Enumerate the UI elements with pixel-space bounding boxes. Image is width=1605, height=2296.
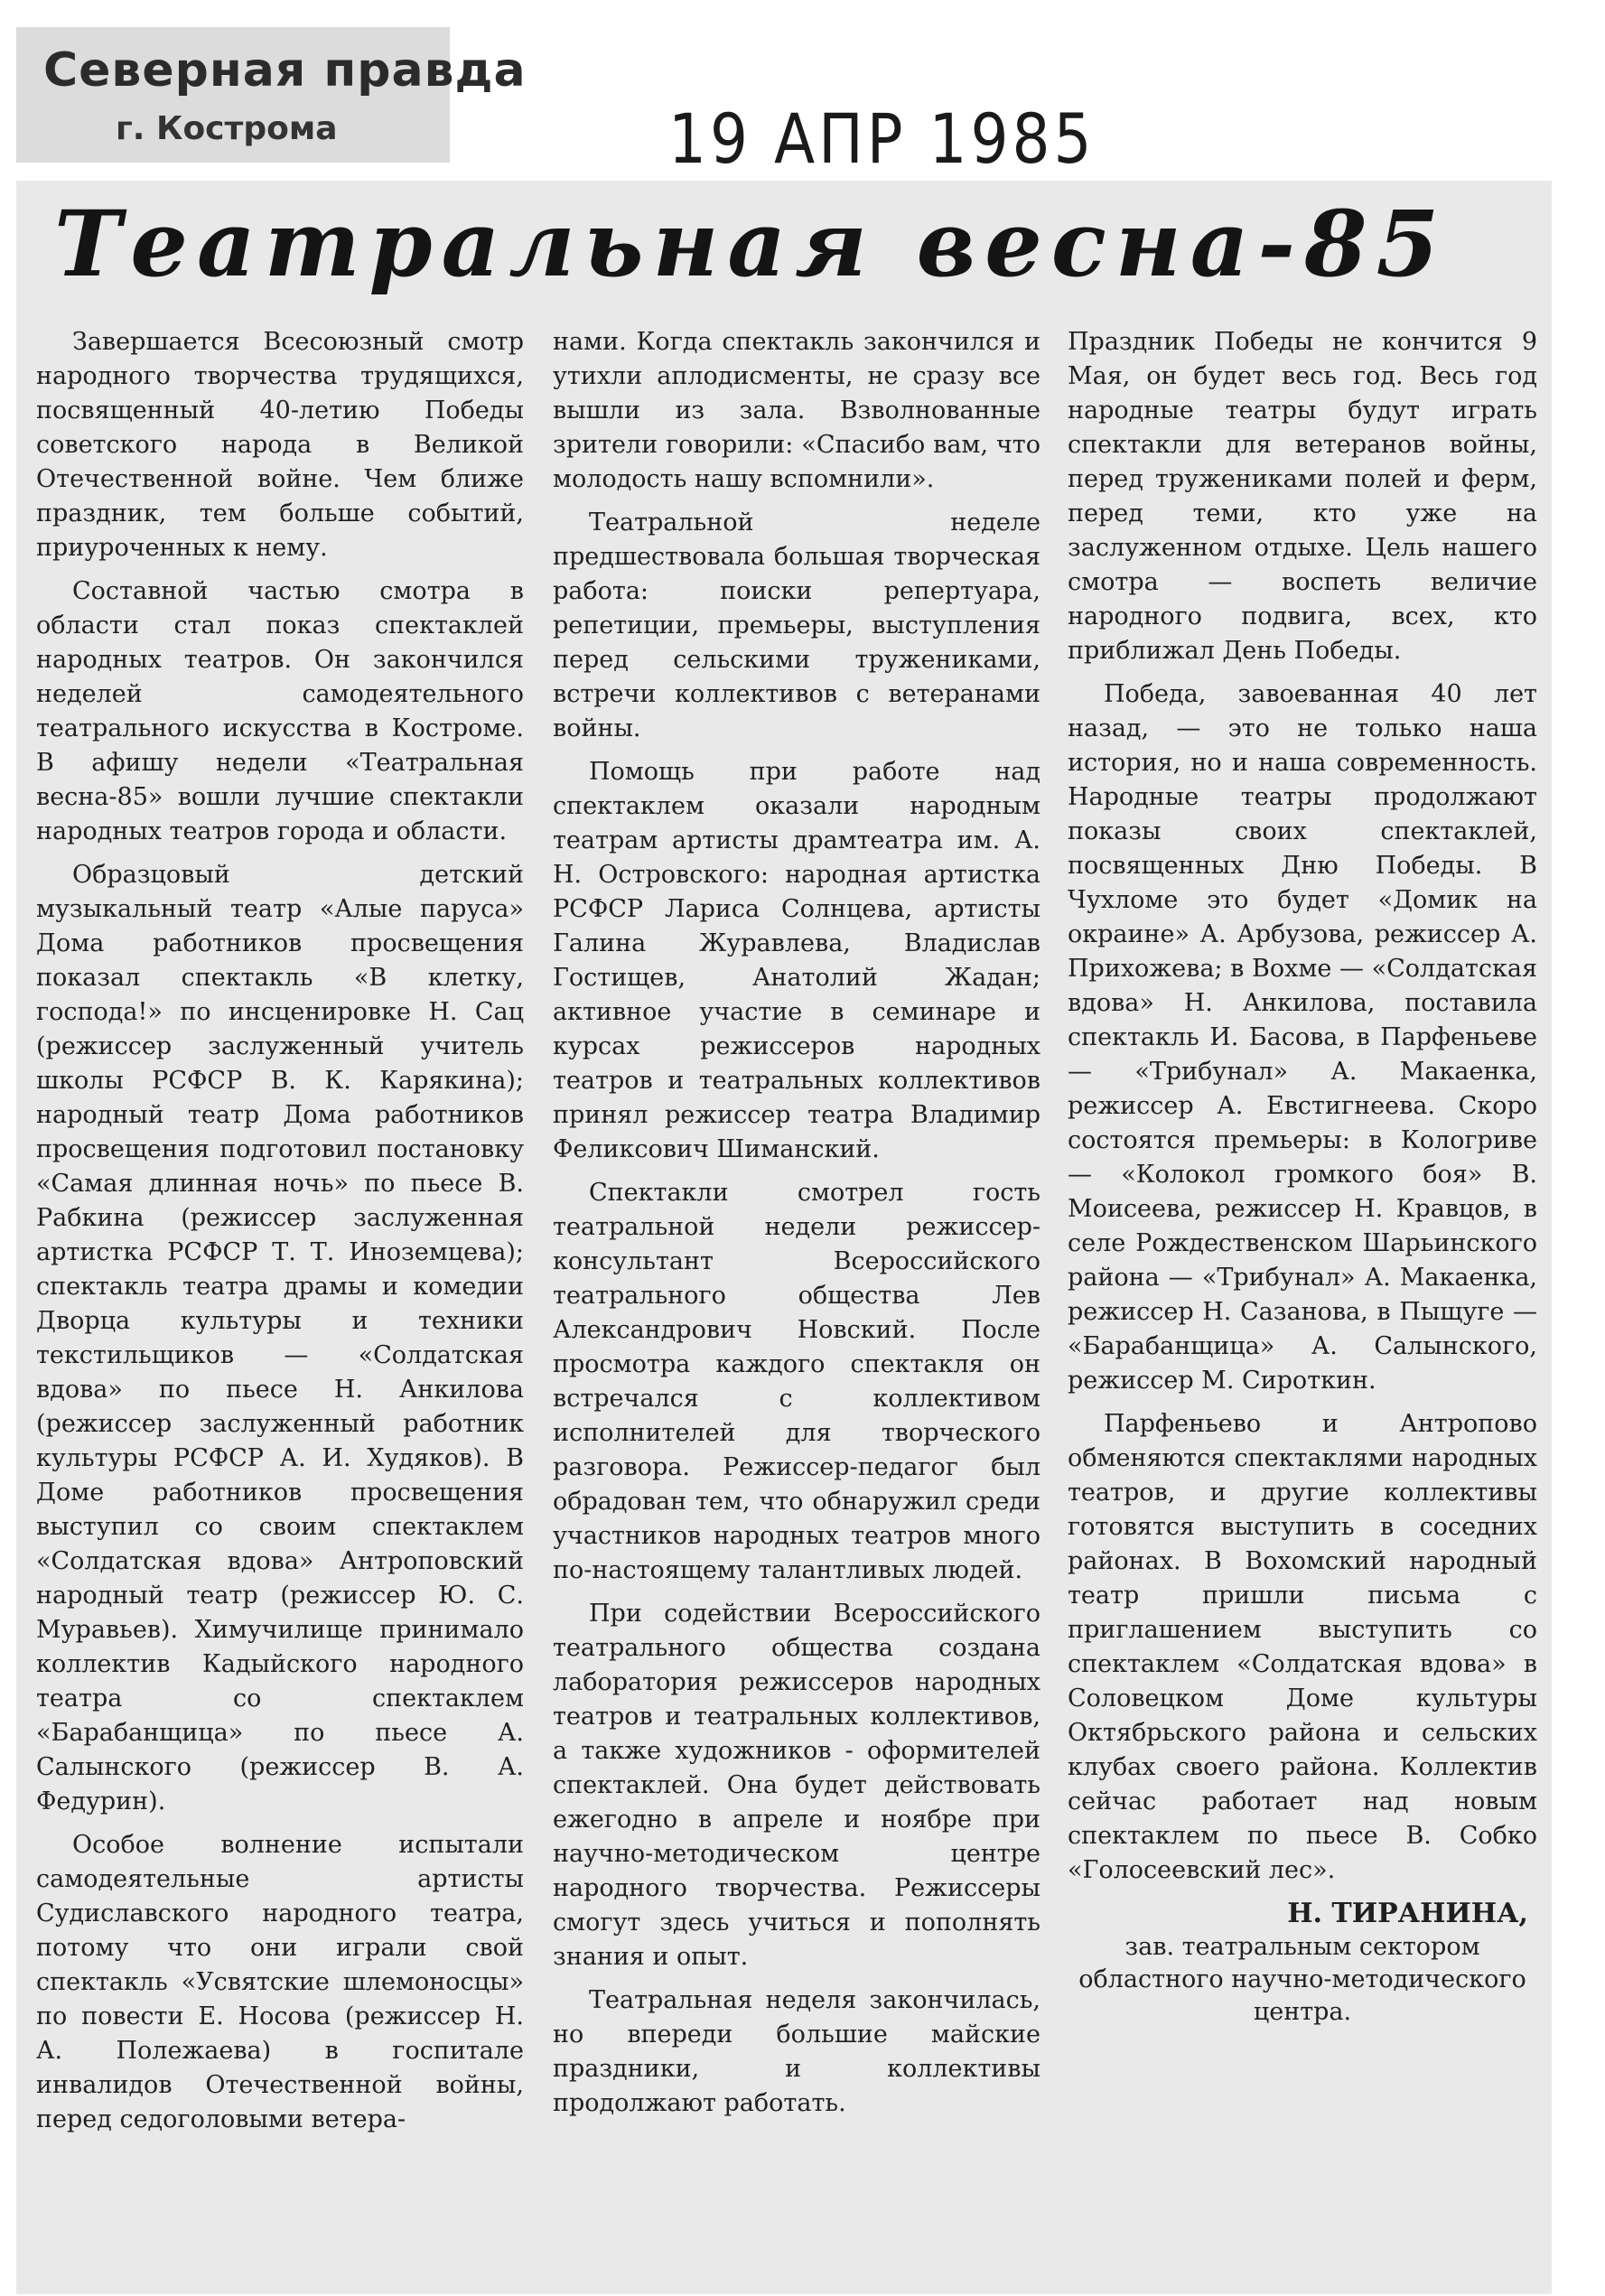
newspaper-name: Северная правда bbox=[43, 43, 527, 98]
paragraph: Парфеньево и Антропово обменяются спектаклями народных театров, и другие коллективы готовятся выступить в соседних районах. В Вохомский народный театр пришли письма с приглашением выступить со спектаклем «Солдатская вдова» в Соловецком Доме культуры Октябрьского района и сельских клубах своего района. Коллектив сейчас работает над новым спектаклем по пьесе В. Собко «Голосеевский лес». bbox=[1068, 1410, 1537, 1884]
paragraph: При содействии Всероссийского театрального общества создана лаборатория режиссеров народных театров и театральных коллективов, а также художников - оформителей спектаклей. Она будет действовать ежегодно в апреле и ноябре при научно-методическом центре народного творчества. Режиссеры смогут здесь учиться и пополнять знания и опыт. bbox=[553, 1600, 1040, 1971]
article-column-3 bbox=[1068, 325, 1537, 2029]
paragraph: нами. Когда спектакль закончился и утихли аплодисменты, не сразу все вышли из зала. Взволнованные зрители говорили: «Спасибо вам, что молодость нашу вспомнили». bbox=[553, 328, 1040, 493]
paragraph: Театральной неделе предшествовала большая творческая работа: поиски репертуара, репетиции, премьеры, выступления перед сельскими тружениками, встречи коллективов с ветеранами войны. bbox=[553, 509, 1040, 742]
newspaper-city: г. Кострома bbox=[116, 110, 338, 147]
article-column-2 bbox=[553, 325, 1040, 2130]
paragraph: Победа, завоеванная 40 лет назад, — это не только наша история, но и наша современность. Народные театры продолжают показы своих спектаклей, посвященных Дню Победы. В Чухломе это будет «Домик на окраине» А. Арбузова, режиссер А. Прихожева; в Вохме — «Солдатская вдова» Н. Анкилова, поставила спектакль И. Басова, в Парфеньеве — «Трибунал» А. Макаенка, режиссер А. Евстигнеева. Скоро состоятся премьеры: в Кологриве — «Колокол громкого боя» В. Моисеева, режиссер Н. Кравцов, в селе Рождественском Шарьинского района — «Трибунал» А. Макаенка, режиссер Н. Сазанова, в Пыщуге — «Барабанщица» А. Салынского, режиссер М. Сироткин. bbox=[1068, 680, 1537, 1395]
paragraph: Праздник Победы не кончится 9 Мая, он будет весь год. Весь год народные театры будут играть спектакли для ветеранов войны, перед тружениками полей и ферм, перед теми, кто уже на заслуженном отдыхе. Цель нашего смотра — воспеть величие народного подвига, всех, кто приближал День Победы. bbox=[1068, 328, 1537, 665]
paragraph: Спектакли смотрел гость театральной недели режиссер-консультант Всероссийского театрального общества Лев Александрович Новский. После просмотра каждого спектакля он встречался с коллективом исполнителей для творческого разговора. Режиссер-педагог был обрадован тем, что обнаружил среди участников народных театров много по-настоящему талантливых людей. bbox=[553, 1179, 1040, 1584]
article-column-1 bbox=[36, 325, 524, 2146]
paragraph: Помощь при работе над спектаклем оказали народным театрам артисты драмтеатра им. А. Н. Островского: народная артистка РСФСР Лариса Солнцева, артисты Галина Журавлева, Владислав Гостищев, Анатолий Жадан; активное участие в семинаре и курсах режиссеров народных театров и театральных коллективов принял режиссер театра Владимир Феликсович Шиманский. bbox=[553, 758, 1040, 1163]
paragraph: Завершается Всесоюзный смотр народного творчества трудящихся, посвященный 40-летию Победы советского народа в Великой Отечественной войне. Чем ближе праздник, тем больше событий, приуроченных к нему. bbox=[36, 328, 524, 562]
paragraph: Образцовый детский музыкальный театр «Алые паруса» Дома работников просвещения показал спектакль «В клетку, господа!» по инсценировке Н. Сац (режиссер заслуженный учитель школы РСФСР В. К. Карякина); народный театр Дома работников просвещения подготовил постановку «Самая длинная ночь» по пьесе В. Рабкина (режиссер заслуженная артистка РСФСР Т. Т. Иноземцева); спектакль театра драмы и комедии Дворца культуры и техники текстильщиков — «Солдатская вдова» по пьесе Н. Анкилова (режиссер заслуженный работник культуры РСФСР А. И. Худяков). В Доме работников просвещения выступил со своим спектаклем «Солдатская вдова» Антроповский народный театр (режиссер Ю. С. Муравьев). Химучилище принимало коллектив Кадыйского народного театра со спектаклем «Барабанщица» по пьесе А. Салынского (режиссер В. А. Федурин). bbox=[36, 861, 524, 1815]
paragraph: Составной частью смотра в области стал показ спектаклей народных театров. Он закончился неделей самодеятельного театрального искусства в Костроме. В афишу недели «Театральная весна-85» вошли лучшие спектакли народных театров города и области. bbox=[36, 577, 524, 845]
paragraph: Особое волнение испытали самодеятельные артисты Судиславского народного театра, потому что они играли свой спектакль «Усвятские шлемоносцы» по повести Е. Носова (режиссер Н. А. Полежаева) в госпитале инвалидов Отечественной войны, перед седоголовыми ветера- bbox=[36, 1831, 524, 2133]
date-stamp: 19 АПР 1985 bbox=[668, 99, 1096, 180]
paragraph: Театральная неделя закончилась, но впереди большие майские праздники, и коллективы продолжают работать. bbox=[553, 1986, 1040, 2117]
author-position: зав. театральным сектором областного научно-методического центра. bbox=[1078, 1933, 1526, 2026]
article-headline: Театральная весна-85 bbox=[54, 191, 1449, 297]
author-name: Н. ТИРАНИНА, bbox=[1287, 1898, 1528, 1929]
newspaper-source-label bbox=[16, 27, 527, 163]
